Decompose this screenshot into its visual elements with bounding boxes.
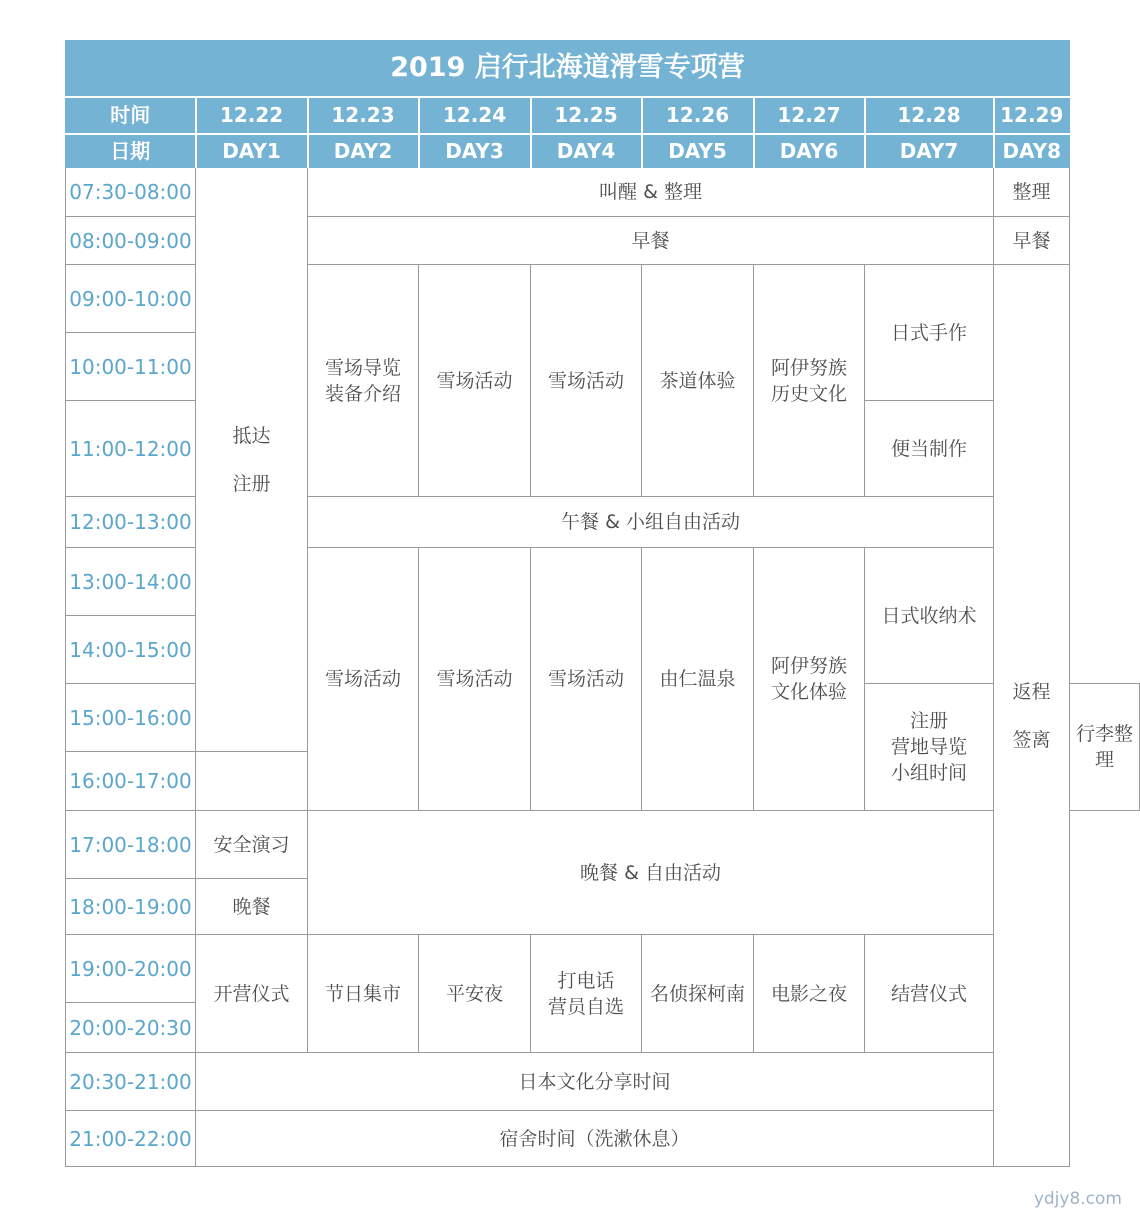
date-header: 12.22 xyxy=(196,97,308,134)
date-header: 12.27 xyxy=(754,97,865,134)
day4-evening-cell: 打电话 营员自选 xyxy=(531,935,642,1053)
day8-tidy-cell: 整理 xyxy=(994,168,1070,217)
day8-departure-cell: 返程 签离 xyxy=(994,265,1070,1167)
day1-evening-cell: 开营仪式 xyxy=(196,935,308,1053)
day7-afternoon-cell-1: 日式收纳术 xyxy=(865,548,994,684)
day3-afternoon-cell: 雪场活动 xyxy=(419,548,531,811)
time-slot: 15:00-16:00 xyxy=(66,684,196,752)
time-slot: 16:00-17:00 xyxy=(66,752,196,811)
day6-afternoon-cell: 阿伊努族 文化体验 xyxy=(754,548,865,811)
time-slot: 12:00-13:00 xyxy=(66,497,196,548)
day5-morning-cell: 茶道体验 xyxy=(642,265,754,497)
time-slot: 18:00-19:00 xyxy=(66,879,196,935)
date-header: 12.25 xyxy=(531,97,642,134)
day7-morning-cell-2: 便当制作 xyxy=(865,401,994,497)
day1-afternoon-cell: 注册 营地导览 小组时间 xyxy=(865,684,994,811)
time-slot: 10:00-11:00 xyxy=(66,333,196,401)
day2-morning-cell: 雪场导览 装备介绍 xyxy=(308,265,419,497)
day-header: DAY1 xyxy=(196,134,308,168)
day4-afternoon-cell: 雪场活动 xyxy=(531,548,642,811)
date-header: 12.26 xyxy=(642,97,754,134)
date-header: 12.23 xyxy=(308,97,419,134)
day4-morning-cell: 雪场活动 xyxy=(531,265,642,497)
day-header: DAY2 xyxy=(308,134,419,168)
time-slot: 14:00-15:00 xyxy=(66,616,196,684)
schedule-title: 2019 启行北海道滑雪专项营 xyxy=(66,41,1070,97)
day5-evening-cell: 名侦探柯南 xyxy=(642,935,754,1053)
time-slot: 19:00-20:00 xyxy=(66,935,196,1003)
day7-morning-cell-1: 日式手作 xyxy=(865,265,994,401)
wakeup-cell: 叫醒 & 整理 xyxy=(308,168,994,217)
date-header: 12.24 xyxy=(419,97,531,134)
breakfast-cell: 早餐 xyxy=(308,217,994,265)
day-header: DAY6 xyxy=(754,134,865,168)
time-slot: 20:30-21:00 xyxy=(66,1053,196,1111)
time-slot: 07:30-08:00 xyxy=(66,168,196,217)
day6-evening-cell: 电影之夜 xyxy=(754,935,865,1053)
day7-afternoon-cell-2: 行李整理 xyxy=(1070,684,1140,811)
day-header: DAY5 xyxy=(642,134,754,168)
day3-morning-cell: 雪场活动 xyxy=(419,265,531,497)
day-header-label: 日期 xyxy=(66,134,196,168)
day2-evening-cell: 节日集市 xyxy=(308,935,419,1053)
lunch-cell: 午餐 & 小组自由活动 xyxy=(308,497,994,548)
time-slot: 11:00-12:00 xyxy=(66,401,196,497)
day1-arrival-cell: 抵达 注册 xyxy=(196,168,308,752)
time-slot: 13:00-14:00 xyxy=(66,548,196,616)
day-header: DAY3 xyxy=(419,134,531,168)
dorm-time-cell: 宿舍时间（洗漱休息） xyxy=(196,1111,994,1167)
day2-afternoon-cell: 雪场活动 xyxy=(308,548,419,811)
time-slot: 17:00-18:00 xyxy=(66,811,196,879)
camp-schedule-table xyxy=(65,40,1140,1167)
day-header: DAY8 xyxy=(994,134,1070,168)
time-header: 时间 xyxy=(66,97,196,134)
day6-morning-cell: 阿伊努族 历史文化 xyxy=(754,265,865,497)
time-slot: 08:00-09:00 xyxy=(66,217,196,265)
culture-share-cell: 日本文化分享时间 xyxy=(196,1053,994,1111)
day-header: DAY7 xyxy=(865,134,994,168)
watermark: ydjy8.com xyxy=(1033,1189,1122,1209)
date-header: 12.29 xyxy=(994,97,1070,134)
day8-breakfast-cell: 早餐 xyxy=(994,217,1070,265)
day5-afternoon-cell: 由仁温泉 xyxy=(642,548,754,811)
day-header: DAY4 xyxy=(531,134,642,168)
date-header: 12.28 xyxy=(865,97,994,134)
time-slot: 21:00-22:00 xyxy=(66,1111,196,1167)
time-slot: 09:00-10:00 xyxy=(66,265,196,333)
day1-drill-cell: 安全演习 xyxy=(196,811,308,879)
day3-evening-cell: 平安夜 xyxy=(419,935,531,1053)
day7-evening-cell: 结营仪式 xyxy=(865,935,994,1053)
time-slot: 20:00-20:30 xyxy=(66,1003,196,1053)
day1-dinner-cell: 晚餐 xyxy=(196,879,308,935)
dinner-cell: 晚餐 & 自由活动 xyxy=(308,811,994,935)
